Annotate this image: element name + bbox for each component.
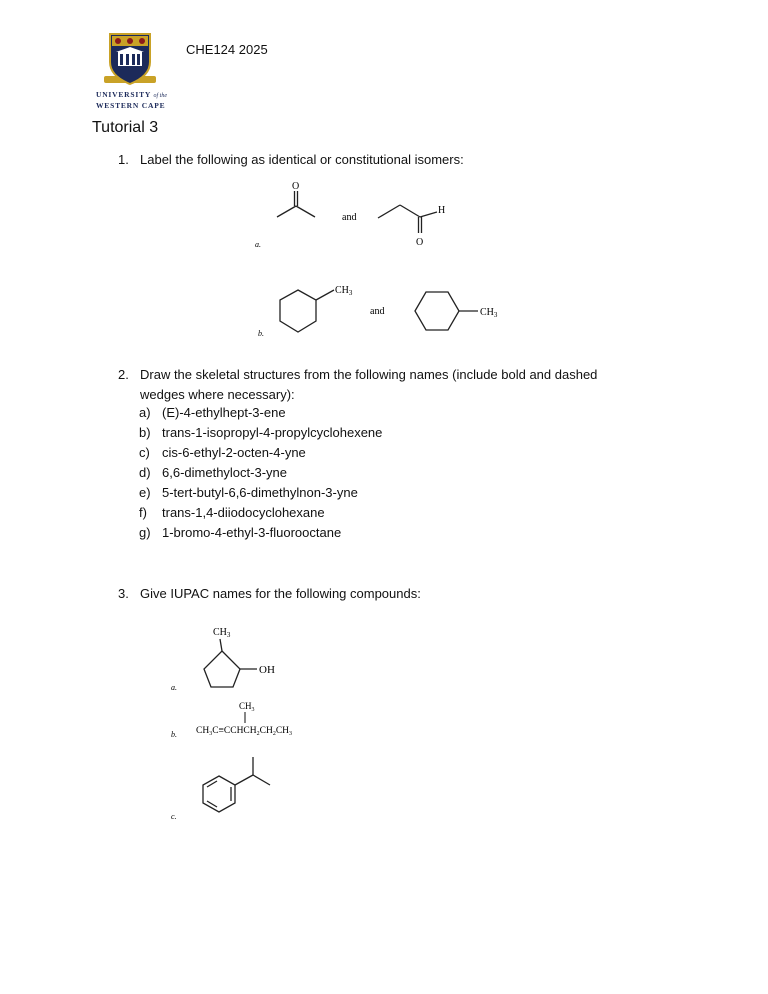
crest-icon xyxy=(104,32,156,88)
q3-a-label: a. xyxy=(171,683,177,692)
list-item-name: cis-6-ethyl-2-octen-4-yne xyxy=(162,445,306,460)
list-item-letter: c) xyxy=(139,445,150,460)
list-item-name: 6,6-dimethyloct-3-yne xyxy=(162,465,287,480)
page-title: Tutorial 3 xyxy=(92,119,159,136)
ch3-label-2: $CH_3$ xyxy=(480,307,498,319)
question-text-line2: wedges where necessary): xyxy=(140,387,295,402)
q2-list xyxy=(139,405,539,545)
q3-b-label: b. xyxy=(171,730,177,739)
list-item-name: 1-bromo-4-ethyl-3-fluorooctane xyxy=(162,525,342,540)
q3-structures xyxy=(165,615,365,830)
q3-c-label: c. xyxy=(171,812,177,821)
q3-a-oh: OH xyxy=(259,664,275,676)
q1-a-label: a. xyxy=(255,240,261,249)
university-name xyxy=(96,90,167,111)
q1-b-label: b. xyxy=(258,329,264,338)
question-number: 3. xyxy=(118,586,129,601)
question-number: 1. xyxy=(118,152,129,167)
q3-b-formula: $CH_3C\equiv CCHCH_2CH_2CH_3$ xyxy=(196,726,293,737)
question-number: 2. xyxy=(118,367,129,382)
university-line1: UNIVERSITY xyxy=(96,90,151,99)
list-item-letter: e) xyxy=(139,485,151,500)
list-item-letter: d) xyxy=(139,465,151,480)
question-text-line1: Draw the skeletal structures from the following names (include bold and dashed xyxy=(140,367,598,382)
question-2 xyxy=(118,365,738,405)
list-item-letter: g) xyxy=(139,525,151,540)
question-text: Label the following as identical or constitutional isomers: xyxy=(140,152,464,167)
list-item-letter: a) xyxy=(139,405,151,420)
acetone-structure xyxy=(277,191,315,217)
list-item-letter: f) xyxy=(139,505,147,520)
propanal-structure xyxy=(378,205,437,233)
list-item-name: trans-1,4-diiodocyclohexane xyxy=(162,505,325,520)
methylcyclopentanol-structure xyxy=(204,639,257,687)
course-code: CHE124 2025 xyxy=(186,42,268,57)
list-item-name: (E)-4-ethylhept-3-ene xyxy=(162,405,286,420)
q3-a-ch3: $CH_3$ xyxy=(213,627,231,639)
q1-structures xyxy=(250,175,530,350)
question-text: Give IUPAC names for the following compounds: xyxy=(140,586,421,601)
question-1 xyxy=(118,150,718,170)
list-item-name: 5-tert-butyl-6,6-dimethylnon-3-yne xyxy=(162,485,358,500)
acetone-oxygen: O xyxy=(292,181,300,192)
methylcyclohexane-2 xyxy=(415,292,478,330)
university-crest xyxy=(104,32,156,88)
q1-a-and: and xyxy=(342,212,357,223)
question-3 xyxy=(118,584,718,604)
list-item-name: trans-1-isopropyl-4-propylcyclohexene xyxy=(162,425,383,440)
ch3-label-1: $CH_3$ xyxy=(335,285,353,297)
propanal-oxygen: O xyxy=(416,237,424,248)
q3-b-ch3: $CH_3$ xyxy=(239,701,255,713)
university-line2: WESTERN CAPE xyxy=(96,101,166,110)
propanal-hydrogen: H xyxy=(438,205,446,216)
list-item-letter: b) xyxy=(139,425,151,440)
methylcyclohexane-1 xyxy=(280,290,334,332)
university-ofthe: of the xyxy=(153,93,168,99)
isopropylbenzene-structure xyxy=(203,757,270,812)
q1-b-and: and xyxy=(370,306,385,317)
